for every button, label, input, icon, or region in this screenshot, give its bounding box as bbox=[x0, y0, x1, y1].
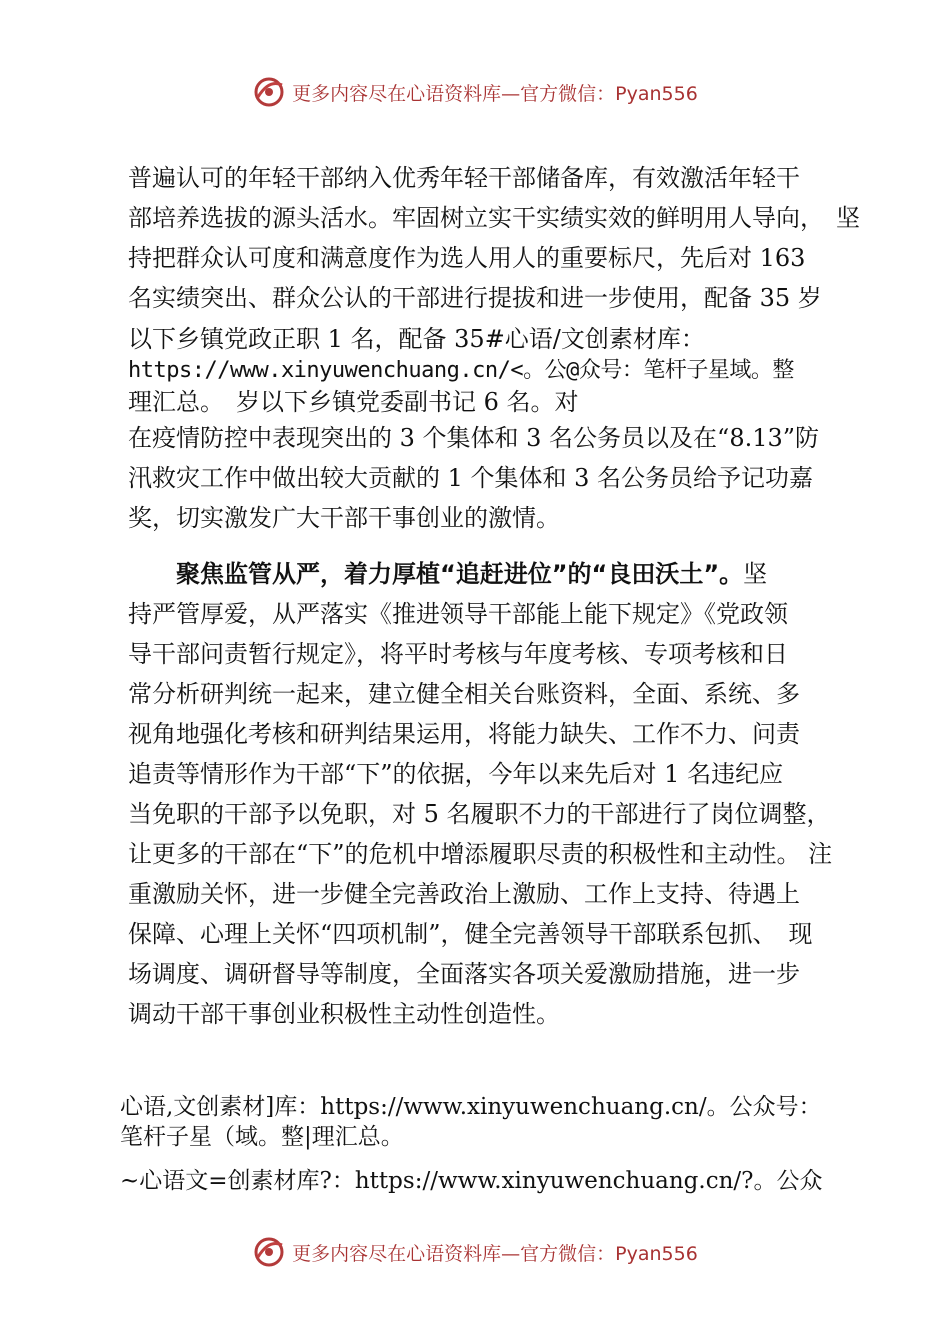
text-line: 名实绩突出、群众公认的干部进行提拔和进一步使用，配备 35 岁 bbox=[128, 284, 822, 312]
text-line: 导干部问责暂行规定》，将平时考核与年度考核、专项考核和日 bbox=[128, 640, 788, 668]
text-line: 当免职的干部予以免职，对 5 名履职不力的干部进行了岗位调整， bbox=[128, 800, 831, 828]
text-line: 调动干部干事创业积极性主动性创造性。 bbox=[128, 1000, 560, 1028]
brand-logo-icon bbox=[252, 1235, 286, 1269]
text-line: 普遍认可的年轻干部纳入优秀年轻干部储备库，有效激活年轻干 bbox=[128, 164, 800, 192]
text-line: 奖，切实激发广大干部干事创业的激情。 bbox=[128, 504, 560, 532]
text-line: 汛救灾工作中做出较大贡献的 1 个集体和 3 名公务员给予记功嘉 bbox=[128, 464, 814, 492]
banner-text bbox=[292, 79, 698, 106]
header-banner bbox=[0, 72, 950, 112]
text-line: 持把群众认可度和满意度作为选人用人的重要标尺，先后对 163 bbox=[128, 244, 806, 272]
text-line: 追责等情形作为干部“下”的依据，今年以来先后对 1 名违纪应 bbox=[128, 760, 784, 788]
footnote-1 bbox=[120, 1092, 840, 1152]
section-heading: 聚焦监管从严，着力厚植“追赶进位”的“良田沃土”。 bbox=[176, 560, 744, 588]
text-line: 理汇总。 岁以下乡镇党委副书记 6 名。对 bbox=[128, 388, 579, 416]
section-heading-line bbox=[128, 554, 828, 594]
brand-logo-icon bbox=[252, 75, 286, 109]
text-line-url: https://www.xinyuwenchuang.cn/<。公@众号：笔杆子星域。整 bbox=[128, 358, 794, 383]
paragraph-1 bbox=[128, 158, 860, 538]
banner-wechat-id: Pyan556 bbox=[615, 1242, 698, 1265]
text-line: 让更多的干部在“下”的危机中增添履职尽责的积极性和主动性。 注 bbox=[128, 840, 833, 868]
text-line: 部培养选拔的源头活水。牢固树立实干实绩实效的鲜明用人导向， 坚 bbox=[128, 204, 860, 232]
footnote-line: ~心语文=创素材库?：https://www.xinyuwenchuang.cn/?。公众 bbox=[120, 1168, 823, 1194]
text-line: 视角地强化考核和研判结果运用，将能力缺失、工作不力、问责 bbox=[128, 720, 800, 748]
banner-text bbox=[292, 1239, 698, 1266]
text-line: 以下乡镇党政正职 1 名，配备 35#心语/文创素材库： bbox=[128, 325, 705, 353]
text-line-tail: 坚 bbox=[743, 560, 768, 588]
text-line: 常分析研判统一起来，建立健全相关台账资料，全面、系统、多 bbox=[128, 680, 800, 708]
paragraph-2 bbox=[128, 554, 833, 1034]
banner-cn-text: 更多内容尽在心语资料库—官方微信： bbox=[292, 1242, 616, 1265]
footnote-2 bbox=[120, 1166, 840, 1196]
text-line: 持严管厚爱，从严落实《推进领导干部能上能下规定》《党政领 bbox=[128, 600, 788, 628]
text-line: 在疫情防控中表现突出的 3 个集体和 3 名公务员以及在“8.13”防 bbox=[128, 424, 820, 452]
text-line: 场调度、调研督导等制度，全面落实各项关爱激励措施，进一步 bbox=[128, 960, 800, 988]
footnote-line: 笔杆子星（域。整|理汇总。 bbox=[120, 1124, 404, 1150]
footer-banner bbox=[0, 1232, 950, 1272]
footnote-line: 心语,文创素材]库：https://www.xinyuwenchuang.cn/。公众号： bbox=[120, 1094, 822, 1120]
banner-cn-text: 更多内容尽在心语资料库—官方微信： bbox=[292, 82, 616, 105]
text-line: 重激励关怀，进一步健全完善政治上激励、工作上支持、待遇上 bbox=[128, 880, 800, 908]
banner-wechat-id: Pyan556 bbox=[615, 82, 698, 105]
text-line: 保障、心理上关怀“四项机制”，健全完善领导干部联系包抓、 现 bbox=[128, 920, 813, 948]
